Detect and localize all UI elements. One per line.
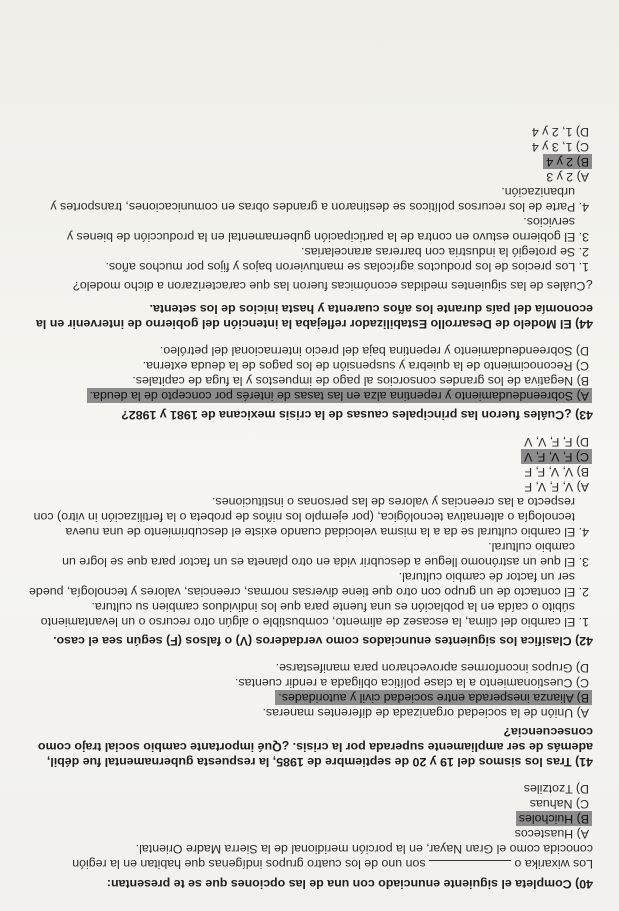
option-40-d[interactable]: D) Tzotziles [523,782,589,796]
statement-42-4: 4. El cambio cultural se da a la misma velocidad cuando existe el descubrimiento de una nueva tecnología o alternativa tecnológica, (por ejemplo los niños de probeta o la fertilización in vitro) con respecto a las creencias y valores de las personas o instituciones. [33,495,589,539]
question-42-title: 42) Clasifica los siguientes enunciados como verdaderos (V) o falsos (F) según sea el caso. [53,634,593,648]
measure-44-1: 1. Los precios de los productos agrícolas se mantuvieron bajos y fijos por muchos años. [105,260,589,274]
question-41 [24,660,593,769]
option-40-a[interactable]: A) Huastecos [514,827,589,841]
option-44-b-highlighted[interactable]: B) 2 y 4 [543,154,592,169]
question-40 [24,781,593,891]
option-44-c[interactable]: C) 1, 3 y 4 [531,140,589,154]
question-42 [24,434,593,648]
question-40-title: 40) Completa el siguiente enunciado con una de las opciones que se te presentan: [106,877,593,891]
option-42-a[interactable]: A) V, F, V, F [524,480,589,494]
question-41-title: 41) Tras los sismos del 19 y 20 de septiembre de 1985, la respuesta gubernamental fue débil, además de ser ampliamente superada por la crisis. ¿Qué importante cambio social trajo como consecuencia? [37,725,593,769]
option-43-d[interactable]: D) Sobreendeudamiento y repentina baja del precio internacional del petróleo. [159,344,589,358]
option-42-d[interactable]: D) F, F, V, V [524,435,589,449]
answer-blank [429,860,511,872]
statement-42-2: 2. El contacto de un grupo con otro que tiene diversas normas, creencias, valores y tecnología, puede ser un factor de cambio cultural. [29,570,589,599]
option-41-a[interactable]: A) Unión de la sociedad organizada de diferentes maneras. [262,706,589,720]
option-43-a-highlighted[interactable]: A) Sobreendeudamiento y repentina alza en las tasas de interés por concepto de la deuda. [87,388,592,403]
question-44 [24,124,593,331]
option-41-d[interactable]: D) Grupos inconformes aprovecharon para manifestarse. [275,661,589,675]
option-41-b-highlighted[interactable]: B) Alianza inesperada entre sociedad civil y autoridades. [275,690,592,705]
option-44-a[interactable]: A) 2 y 3 [546,170,589,184]
option-40-b-highlighted[interactable]: B) Huicholes [516,811,592,826]
question-43-title: 43) ¿Cuáles fueron las principales causas de la crisis mexicana de 1981 y 1982? [121,408,593,422]
option-43-c[interactable]: C) Reconocimiento de la quiebra y suspensión de los pagos de la deuda externa. [142,359,589,373]
statement-42-1: 1. El cambio del clima, la escasez de alimento, combustible o algún otro recurso o un levantamiento súbito o caída en la población es una fuente para que los individuos cambien su cultura. [40,600,589,629]
measure-44-4: 4. Parte de los recursos políticos se destinaron a grandes obras en comunicaciones, transportes y urbanización. [50,185,589,214]
question-43 [24,343,593,422]
measure-44-2: 2. Se protegió la industria con barreras arancelarias. [301,245,589,259]
question-44-prompt: ¿Cuáles de las siguientes medidas económicas fueron las que caracterizaron a dicho modelo? [72,279,593,293]
statement-42-3: 3. El que un astrónomo llegue a descubrir vida en otro planeta es un factor para que se logre un cambio cultural. [62,540,589,569]
measure-44-3: 3. El gobierno estuvo en contra de la participación gubernamental en la producción de bienes y servicios. [66,215,589,244]
option-41-c[interactable]: C) Cuestionamiento a la clase política obligada a rendir cuentas. [234,676,589,690]
option-40-c[interactable]: C) Nahuas [529,797,589,811]
option-42-c-highlighted[interactable]: C) F, V, F, V [521,449,592,464]
option-43-b[interactable]: B) Negativa de los grandes consorcios al pago de impuestos y la fuga de capitales. [132,374,589,388]
question-40-text-after: son uno de los cuatro grupos indígenas que habitan en la región conocida como el Gran Nayar, en la porción meridional de la Sierra Madre Oriental. [72,842,593,871]
option-44-d[interactable]: D) 1, 2 y 4 [531,125,589,139]
question-40-text [24,841,593,872]
option-42-b[interactable]: B) V, V, F, F [524,465,589,479]
question-40-text-before: Los wixarika o [511,857,593,871]
question-44-title: 44) El Modelo de Desarrollo Estabilizador reflejaba la intención del gobierno de intervenir en la economía del país durante los años cuarenta y hasta inicios de los setenta. [35,302,593,331]
